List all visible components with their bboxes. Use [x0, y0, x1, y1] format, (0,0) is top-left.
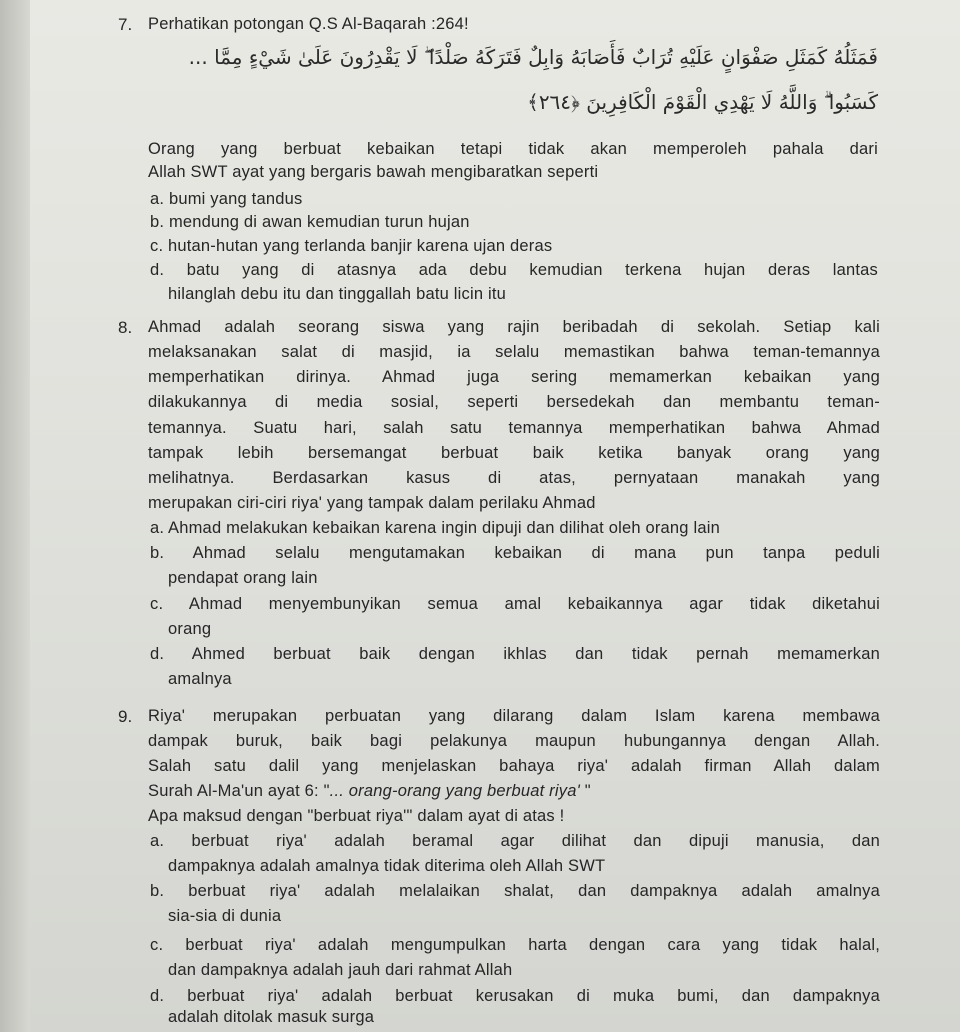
- option-d: d. batu yang di atasnya ada debu kemudian terkena hujan deras lantas: [150, 261, 878, 279]
- question-stem-line: Salah satu dalil yang menjelaskan bahaya riya' adalah firman Allah dalam: [148, 757, 880, 775]
- option-d: d. Ahmed berbuat baik dengan ikhlas dan tidak pernah memamerkan: [150, 645, 880, 663]
- question-stem-line: melaksanakan salat di masjid, ia selalu memastikan bahwa teman-temannya: [148, 343, 880, 361]
- option-a-continuation: dampaknya adalah amalnya tidak diterima oleh Allah SWT: [168, 857, 606, 875]
- question-stem-line: melihatnya. Berdasarkan kasus di atas, pernyataan manakah yang: [148, 469, 880, 487]
- option-d-continuation: adalah ditolak masuk surga: [168, 1008, 375, 1026]
- question-prompt: Apa maksud dengan "berbuat riya'" dalam ayat di atas !: [148, 807, 565, 825]
- page-edge-shadow: [0, 0, 30, 1032]
- stem-quote-prefix: Surah Al-Ma'un ayat 6: ": [148, 782, 330, 800]
- option-b: b. berbuat riya' adalah melalaikan shalat, dan dampaknya adalah amalnya: [150, 882, 880, 900]
- option-b: b. Ahmad selalu mengutamakan kebaikan di mana pun tanpa peduli: [150, 544, 880, 562]
- stem-quote-suffix: ": [579, 782, 591, 800]
- option-c: c. hutan-hutan yang terlanda banjir karena ujan deras: [150, 237, 553, 255]
- option-a: a. berbuat riya' adalah beramal agar dilihat dan dipuji manusia, dan: [150, 832, 880, 850]
- option-d: d. berbuat riya' adalah berbuat kerusakan di muka bumi, dan dampaknya: [150, 987, 880, 1005]
- option-c-continuation: dan dampaknya adalah jauh dari rahmat Allah: [168, 961, 513, 979]
- option-b-continuation: sia-sia di dunia: [168, 907, 282, 925]
- question-stem-line: [148, 782, 591, 801]
- option-c-continuation: orang: [168, 620, 212, 638]
- question-stem-line: memperhatikan dirinya. Ahmad juga sering memamerkan kebaikan yang: [148, 368, 880, 386]
- option-c: c. Ahmad menyembunyikan semua amal kebaikannya agar tidak diketahui: [150, 595, 880, 613]
- question-stem-line: temannya. Suatu hari, salah satu temannya memperhatikan bahwa Ahmad: [148, 419, 880, 437]
- question-stem-line: Allah SWT ayat yang bergaris bawah mengibaratkan seperti: [148, 163, 599, 181]
- question-number: 8.: [118, 318, 133, 337]
- question-stem-line: Riya' merupakan perbuatan yang dilarang dalam Islam karena membawa: [148, 707, 880, 725]
- option-a: a. bumi yang tandus: [150, 190, 303, 208]
- question-number: 7.: [118, 15, 133, 34]
- option-b-continuation: pendapat orang lain: [168, 569, 318, 587]
- option-b: b. mendung di awan kemudian turun hujan: [150, 213, 470, 231]
- option-d-continuation: amalnya: [168, 670, 232, 688]
- question-stem-line: merupakan ciri-ciri riya' yang tampak dalam perilaku Ahmad: [148, 494, 596, 512]
- option-a: a. Ahmad melakukan kebaikan karena ingin dipuji dan dilihat oleh orang lain: [150, 519, 720, 537]
- stem-quote-italic: ... orang-orang yang berbuat riya': [329, 782, 580, 800]
- option-d-continuation: hilanglah debu itu dan tinggallah batu licin itu: [168, 285, 507, 303]
- question-stem-line: dilakukannya di media sosial, seperti bersedekah dan membantu teman-: [148, 393, 880, 411]
- question-stem-line: Ahmad adalah seorang siswa yang rajin beribadah di sekolah. Setiap kali: [148, 318, 880, 336]
- arabic-verse-line-2: كَسَبُوا ۗ وَاللَّهُ لَا يَهْدِي الْقَوْمَ الْكَافِرِينَ ﴿٢٦٤﴾: [527, 90, 878, 114]
- question-number: 9.: [118, 707, 133, 726]
- question-title: Perhatikan potongan Q.S Al-Baqarah :264!: [148, 15, 469, 33]
- question-stem-line: tampak lebih bersemangat berbuat baik ketika banyak orang yang: [148, 444, 880, 462]
- option-c: c. berbuat riya' adalah mengumpulkan harta dengan cara yang tidak halal,: [150, 936, 880, 954]
- question-stem-line: Orang yang berbuat kebaikan tetapi tidak akan memperoleh pahala dari: [148, 140, 878, 158]
- arabic-verse-line-1: فَمَثَلُهُ كَمَثَلِ صَفْوَانٍ عَلَيْهِ تُرَابٌ فَأَصَابَهُ وَابِلٌ فَتَرَكَهُ صَلْدًا ۖ لَا يَقْدِرُونَ عَلَىٰ شَيْءٍ مِمَّا ...: [188, 45, 878, 69]
- question-stem-line: dampak buruk, baik bagi pelakunya maupun hubungannya dengan Allah.: [148, 732, 880, 750]
